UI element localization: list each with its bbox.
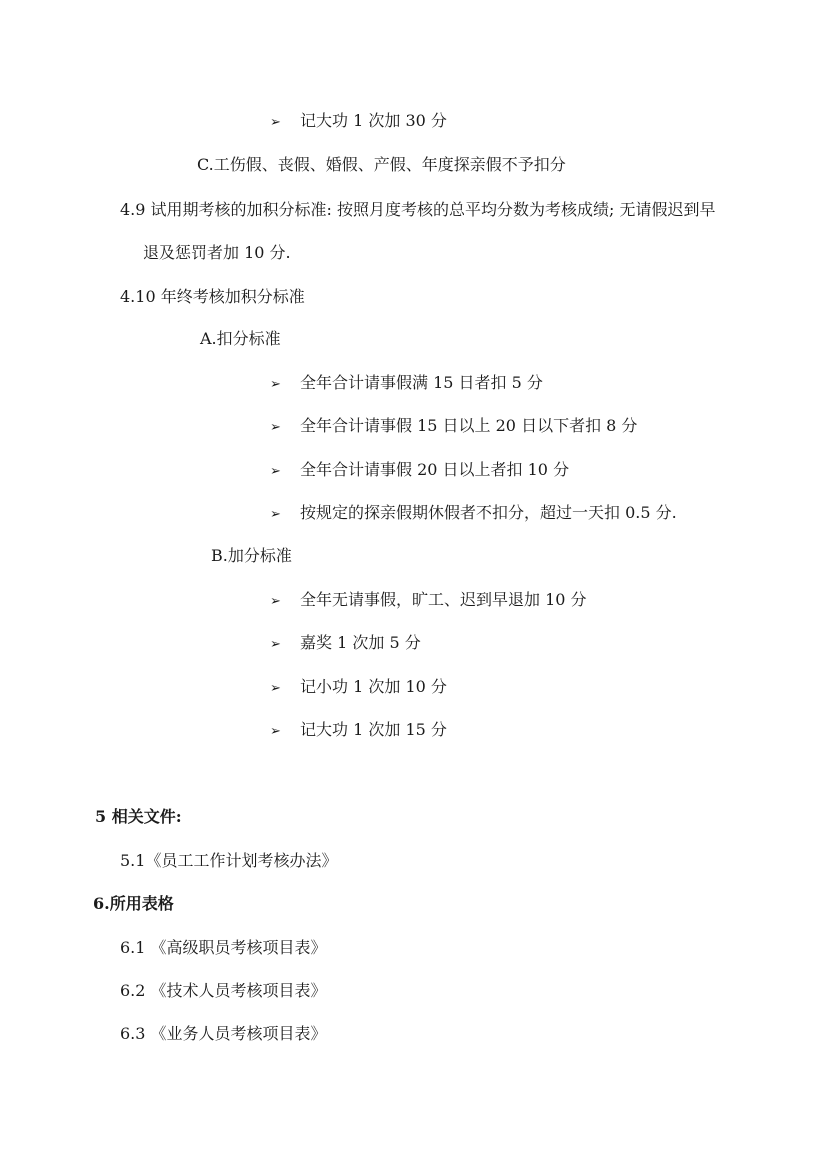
list-item-text: 记大功 1 次加 15 分 [300, 720, 447, 739]
item-4-9-line1: 4.9 试用期考核的加积分标准: 按照月度考核的总平均分数为考核成绩; 无请假迟到早 [120, 200, 716, 219]
arrow-bullet-icon: ➢ [270, 464, 281, 479]
arrow-bullet-icon: ➢ [270, 377, 281, 392]
list-item-text: 记大功 1 次加 30 分 [300, 111, 447, 130]
list-item-text: 全年无请事假，旷工、迟到早退加 10 分 [300, 590, 587, 609]
list-item-text: 按规定的探亲假期休假者不扣分，超过一天扣 0.5 分. [300, 503, 677, 522]
item-4-9-line2: 退及惩罚者加 10 分. [143, 243, 291, 262]
list-item [270, 719, 447, 743]
list-item-text: 嘉奖 1 次加 5 分 [300, 633, 421, 652]
arrow-bullet-icon: ➢ [270, 115, 281, 130]
list-item [270, 676, 447, 700]
list-item [270, 502, 677, 526]
list-item [270, 459, 569, 483]
list-item-text: 记小功 1 次加 10 分 [300, 677, 447, 696]
list-item-text: 全年合计请事假 15 日以上 20 日以下者扣 8 分 [300, 416, 638, 435]
deduction-heading: A.扣分标准 [200, 329, 281, 348]
section-5-item: 5.1《员工工作计划考核办法》 [120, 851, 338, 870]
form-item: 6.3 《业务人员考核项目表》 [120, 1024, 327, 1043]
form-item: 6.1 《高级职员考核项目表》 [120, 938, 327, 957]
section-5-heading: 5 相关文件: [95, 807, 182, 826]
list-item [270, 110, 447, 134]
list-item-text: 全年合计请事假满 15 日者扣 5 分 [300, 373, 543, 392]
item-4-10: 4.10 年终考核加积分标准 [120, 287, 305, 306]
arrow-bullet-icon: ➢ [270, 724, 281, 739]
arrow-bullet-icon: ➢ [270, 594, 281, 609]
bonus-heading: B.加分标准 [211, 546, 292, 565]
list-item-text: 全年合计请事假 20 日以上者扣 10 分 [300, 460, 570, 479]
item-c: C.工伤假、丧假、婚假、产假、年度探亲假不予扣分 [197, 155, 566, 174]
section-6-heading: 6.所用表格 [93, 894, 174, 913]
arrow-bullet-icon: ➢ [270, 507, 281, 522]
arrow-bullet-icon: ➢ [270, 637, 281, 652]
form-item: 6.2 《技术人员考核项目表》 [120, 981, 327, 1000]
list-item [270, 415, 637, 439]
arrow-bullet-icon: ➢ [270, 420, 281, 435]
arrow-bullet-icon: ➢ [270, 681, 281, 696]
list-item [270, 372, 543, 396]
list-item [270, 632, 421, 656]
list-item [270, 589, 587, 613]
